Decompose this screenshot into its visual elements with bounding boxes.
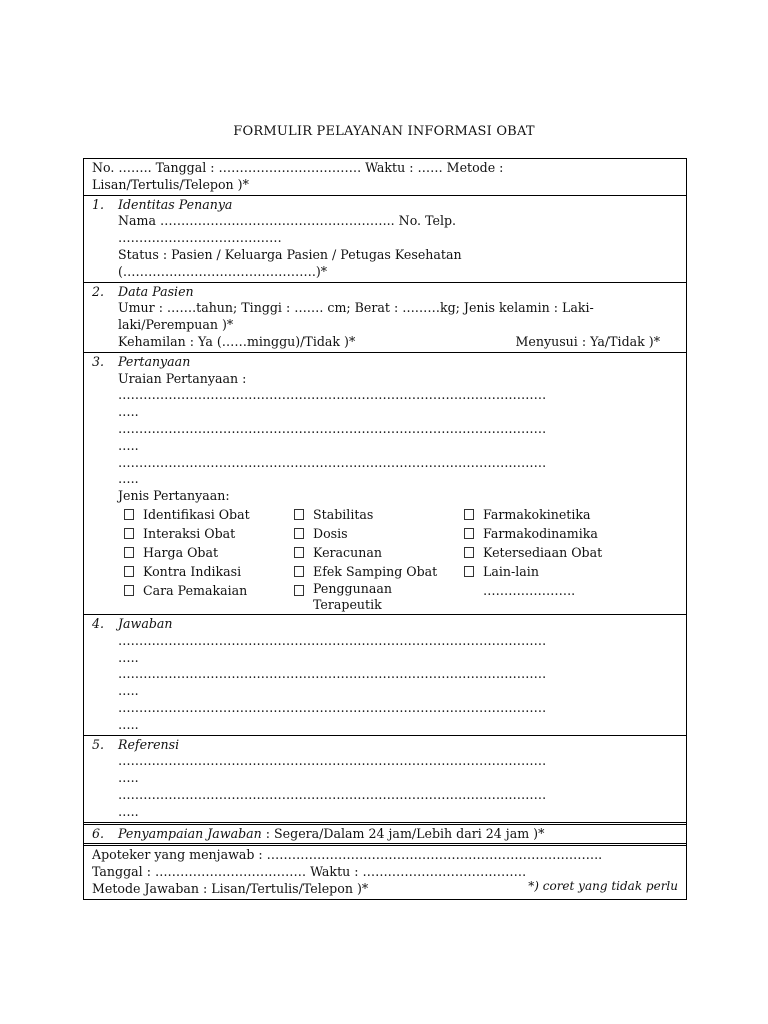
option-stabilitas[interactable]: Stabilitas — [294, 505, 464, 524]
uraian-line-1-end: ….. — [118, 404, 139, 420]
umur-field-cont: laki/Perempuan )* — [118, 317, 234, 333]
tanggal-waktu-field[interactable]: Tanggal : ……………………………… Waktu : ………………………………… — [92, 864, 527, 880]
option-dosis[interactable]: Dosis — [294, 524, 464, 543]
status-field[interactable]: Status : Pasien / Keluarga Pasien / Petugas Kesehatan — [118, 246, 462, 262]
section-referensi — [84, 735, 686, 822]
jawaban-line-1[interactable]: ………………………………………………………………………………………… — [118, 632, 547, 648]
option-penggunaan-terapeutik[interactable]: Penggunaan Terapeutik — [294, 581, 464, 613]
checkbox-icon[interactable] — [124, 528, 134, 539]
uraian-line-2[interactable]: ………………………………………………………………………………………… — [118, 420, 547, 436]
header-line-2: Lisan/Tertulis/Telepon )* — [92, 176, 249, 192]
option-efek-samping-obat[interactable]: Efek Samping Obat — [294, 562, 464, 581]
checkbox-icon[interactable] — [124, 585, 134, 596]
section-title: Jawaban — [118, 615, 173, 631]
uraian-line-2-end: ….. — [118, 437, 139, 453]
checkbox-icon[interactable] — [294, 528, 304, 539]
referensi-line-1[interactable]: ………………………………………………………………………………………… — [118, 753, 547, 769]
referensi-line-2[interactable]: ………………………………………………………………………………………… — [118, 786, 547, 802]
nama-field[interactable]: Nama ……………………………………………….. No. Telp. — [118, 213, 457, 229]
header-line-1: No. …….. Tanggal : ……………………………. Waktu : …… Metode : — [92, 160, 504, 175]
section-title: Penyampaian Jawaban — [118, 825, 262, 841]
section-data-pasien — [84, 282, 686, 352]
jawaban-line-3-end: ….. — [118, 716, 139, 732]
checkbox-icon[interactable] — [464, 547, 474, 558]
metode-jawaban-field[interactable]: Metode Jawaban : Lisan/Tertulis/Telepon )* — [92, 880, 369, 896]
referensi-line-2-end: ….. — [118, 803, 139, 819]
menyusui-field[interactable]: Menyusui : Ya/Tidak )* — [515, 333, 660, 349]
section-number: 3. — [92, 353, 105, 369]
jawaban-line-2[interactable]: ………………………………………………………………………………………… — [118, 666, 547, 682]
uraian-line-3[interactable]: ………………………………………………………………………………………… — [118, 454, 547, 470]
option-keracunan[interactable]: Keracunan — [294, 543, 464, 562]
section-number: 5. — [92, 736, 105, 752]
checkbox-icon[interactable] — [294, 509, 304, 520]
checkbox-icon[interactable] — [294, 547, 304, 558]
uraian-line-3-end: ….. — [118, 471, 139, 487]
header-section — [84, 159, 686, 195]
section-pertanyaan — [84, 352, 686, 614]
option-ketersediaan-obat[interactable]: Ketersediaan Obat — [464, 543, 644, 562]
jawaban-line-3[interactable]: ………………………………………………………………………………………… — [118, 699, 547, 715]
section-title: Identitas Penanya — [118, 196, 233, 212]
kehamilan-field[interactable]: Kehamilan : Ya (……minggu)/Tidak )* — [118, 333, 356, 349]
option-interaksi-obat[interactable]: Interaksi Obat — [124, 524, 294, 543]
section-number: 2. — [92, 283, 105, 299]
checkbox-icon[interactable] — [124, 547, 134, 558]
section-title: Referensi — [118, 736, 180, 752]
option-harga-obat[interactable]: Harga Obat — [124, 543, 294, 562]
checkbox-icon[interactable] — [464, 509, 474, 520]
penyampaian-options[interactable]: : Segera/Dalam 24 jam/Lebih dari 24 jam )* — [261, 825, 545, 841]
option-lain-lain[interactable]: Lain-lain — [464, 562, 644, 581]
option-cara-pemakaian[interactable]: Cara Pemakaian — [124, 581, 294, 613]
status-field-cont: (……………………………………….)* — [118, 263, 328, 279]
section-jawaban — [84, 614, 686, 735]
referensi-line-1-end: ….. — [118, 770, 139, 786]
checkbox-icon[interactable] — [464, 566, 474, 577]
footnote: *) coret yang tidak perlu — [528, 879, 678, 893]
apoteker-field[interactable]: Apoteker yang menjawab : …………………………………………………………………….. — [92, 847, 603, 863]
uraian-label: Uraian Pertanyaan : — [118, 370, 247, 386]
kehamilan-row — [92, 334, 678, 351]
checkbox-icon[interactable] — [464, 528, 474, 539]
section-number: 1. — [92, 196, 105, 212]
nama-field-cont: ………………………………… — [118, 230, 282, 246]
form-title: FORMULIR PELAYANAN INFORMASI OBAT — [233, 124, 535, 139]
umur-field[interactable]: Umur : …….tahun; Tinggi : ……. cm; Berat : ………kg; Jenis kelamin : Laki- — [118, 300, 594, 316]
section-number: 4. — [92, 615, 105, 631]
checkbox-icon[interactable] — [124, 509, 134, 520]
checkbox-icon[interactable] — [294, 566, 304, 577]
jawaban-line-1-end: ….. — [118, 649, 139, 665]
uraian-line-1[interactable]: ………………………………………………………………………………………… — [118, 387, 547, 403]
option-kontra-indikasi[interactable]: Kontra Indikasi — [124, 562, 294, 581]
checkbox-icon[interactable] — [124, 566, 134, 577]
jawaban-line-2-end: ….. — [118, 683, 139, 699]
jenis-label: Jenis Pertanyaan: — [118, 488, 230, 504]
form-table — [83, 158, 687, 900]
section-identitas — [84, 195, 686, 282]
section-number: 6. — [92, 825, 105, 841]
lain-lain-field[interactable]: …………………. — [483, 582, 576, 598]
option-farmakokinetika[interactable]: Farmakokinetika — [464, 505, 644, 524]
option-farmakodinamika[interactable]: Farmakodinamika — [464, 524, 644, 543]
jenis-options — [92, 505, 678, 613]
section-title: Data Pasien — [118, 283, 194, 299]
checkbox-icon[interactable] — [294, 585, 304, 596]
section-title: Pertanyaan — [118, 353, 191, 369]
option-identifikasi-obat[interactable]: Identifikasi Obat — [124, 505, 294, 524]
section-penyampaian — [84, 822, 686, 844]
